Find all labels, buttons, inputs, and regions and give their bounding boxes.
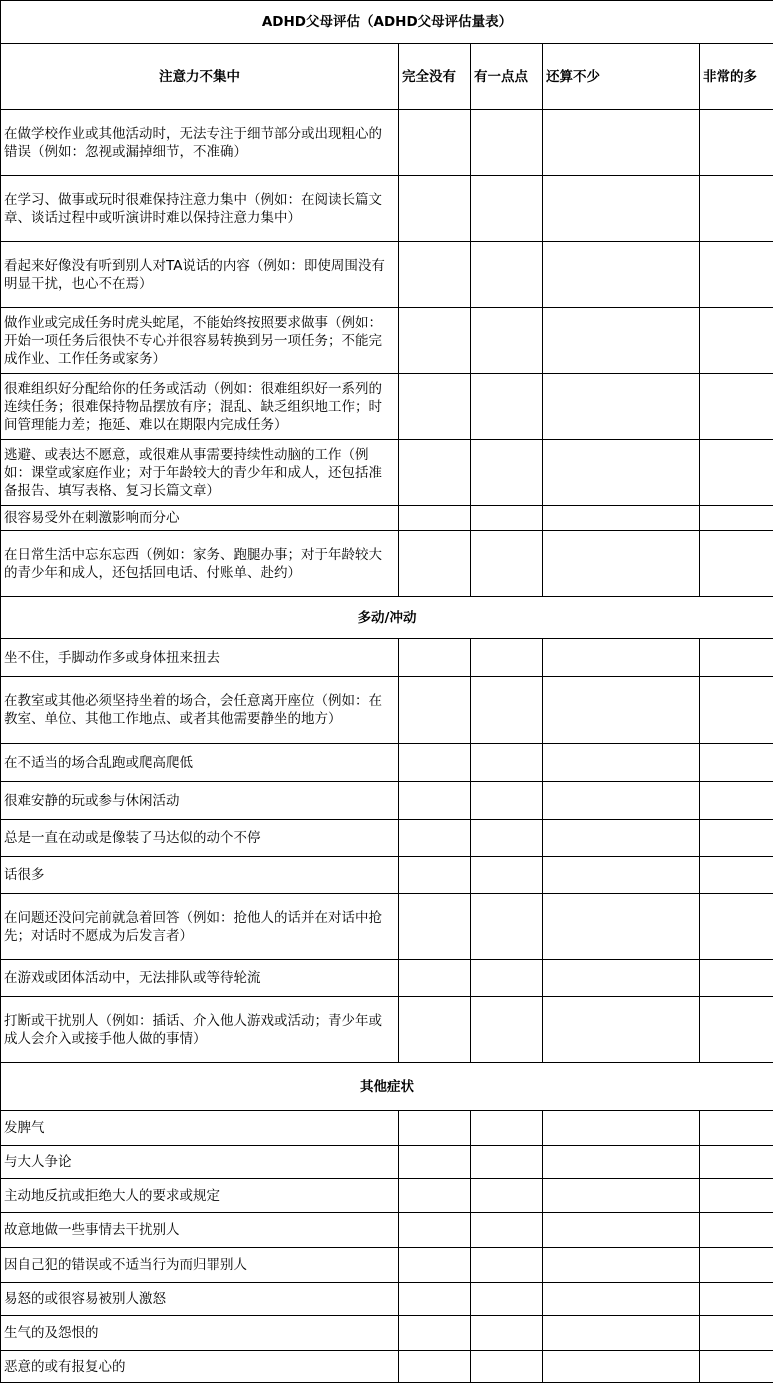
table-row [1, 1283, 773, 1316]
answer-cell-a-little[interactable] [471, 894, 543, 960]
question-text: 在不适当的场合乱跑或爬高爬低 [1, 744, 399, 782]
answer-cell-quite-a-bit[interactable] [543, 1213, 700, 1248]
answer-cell-a-little[interactable] [471, 857, 543, 894]
question-text: 看起来好像没有听到别人对TA说话的内容（例如：即使周围没有明显干扰，也心不在焉） [1, 242, 399, 308]
question-text: 发脾气 [1, 1111, 399, 1146]
answer-cell-none[interactable] [399, 677, 471, 744]
answer-cell-none[interactable] [399, 242, 471, 308]
title-row [1, 1, 773, 44]
answer-cell-very-much[interactable] [700, 997, 773, 1063]
answer-cell-quite-a-bit[interactable] [543, 997, 700, 1063]
question-text: 在问题还没问完前就急着回答（例如：抢他人的话并在对话中抢先；对话时不愿成为后发言者） [1, 894, 399, 960]
question-text: 坐不住，手脚动作多或身体扭来扭去 [1, 639, 399, 677]
table-row [1, 440, 773, 506]
question-text: 很难安静的玩或参与休闲活动 [1, 782, 399, 820]
answer-cell-very-much[interactable] [700, 1283, 773, 1316]
answer-cell-none[interactable] [399, 639, 471, 677]
answer-cell-quite-a-bit[interactable] [543, 531, 700, 597]
question-text: 话很多 [1, 857, 399, 894]
answer-cell-a-little[interactable] [471, 782, 543, 820]
answer-cell-a-little[interactable] [471, 960, 543, 997]
answer-cell-a-little[interactable] [471, 820, 543, 857]
table-row [1, 960, 773, 997]
question-text: 在游戏或团体活动中，无法排队或等待轮流 [1, 960, 399, 997]
answer-cell-quite-a-bit[interactable] [543, 374, 700, 440]
section-row [1, 597, 773, 639]
table-row [1, 242, 773, 308]
answer-cell-quite-a-bit[interactable] [543, 1316, 700, 1351]
answer-cell-a-little[interactable] [471, 639, 543, 677]
answer-cell-very-much[interactable] [700, 531, 773, 597]
table-row [1, 1351, 773, 1383]
answer-cell-quite-a-bit[interactable] [543, 1179, 700, 1213]
answer-cell-very-much[interactable] [700, 1351, 773, 1383]
answer-cell-a-little[interactable] [471, 1316, 543, 1351]
answer-cell-none[interactable] [399, 857, 471, 894]
table-row [1, 894, 773, 960]
answer-cell-very-much[interactable] [700, 894, 773, 960]
answer-cell-very-much[interactable] [700, 1213, 773, 1248]
answer-cell-quite-a-bit[interactable] [543, 1111, 700, 1146]
answer-cell-very-much[interactable] [700, 960, 773, 997]
answer-cell-quite-a-bit[interactable] [543, 242, 700, 308]
answer-cell-none[interactable] [399, 782, 471, 820]
answer-cell-quite-a-bit[interactable] [543, 857, 700, 894]
answer-cell-a-little[interactable] [471, 1351, 543, 1383]
answer-cell-none[interactable] [399, 1213, 471, 1248]
answer-cell-a-little[interactable] [471, 997, 543, 1063]
answer-cell-very-much[interactable] [700, 639, 773, 677]
question-text: 在学习、做事或玩时很难保持注意力集中（例如：在阅读长篇文章、谈话过程中或听演讲时难以保持注意力集中） [1, 176, 399, 242]
answer-cell-quite-a-bit[interactable] [543, 782, 700, 820]
answer-cell-a-little[interactable] [471, 110, 543, 176]
table-row [1, 744, 773, 782]
answer-cell-a-little[interactable] [471, 1146, 543, 1179]
table-row [1, 677, 773, 744]
answer-cell-none[interactable] [399, 308, 471, 374]
answer-cell-a-little[interactable] [471, 374, 543, 440]
answer-cell-very-much[interactable] [700, 242, 773, 308]
question-text: 在日常生活中忘东忘西（例如：家务、跑腿办事；对于年龄较大的青少年和成人，还包括回电话、付账单、赴约） [1, 531, 399, 597]
answer-cell-none[interactable] [399, 1283, 471, 1316]
section-header-hyperactivity: 多动/冲动 [1, 597, 773, 639]
answer-cell-quite-a-bit[interactable] [543, 110, 700, 176]
answer-cell-very-much[interactable] [700, 110, 773, 176]
question-text: 与大人争论 [1, 1146, 399, 1179]
question-text: 很难组织好分配给你的任务或活动（例如：很难组织好一系列的连续任务；很难保持物品摆放有序；混乱、缺乏组织地工作；时间管理能力差；拖延、难以在期限内完成任务） [1, 374, 399, 440]
answer-cell-quite-a-bit[interactable] [543, 506, 700, 531]
answer-cell-quite-a-bit[interactable] [543, 1248, 700, 1283]
section-inattention [1, 110, 773, 597]
answer-cell-very-much[interactable] [700, 782, 773, 820]
answer-cell-none[interactable] [399, 1316, 471, 1351]
question-text: 恶意的或有报复心的 [1, 1351, 399, 1383]
answer-cell-none[interactable] [399, 1351, 471, 1383]
table-row [1, 1146, 773, 1179]
table-row [1, 374, 773, 440]
answer-cell-a-little[interactable] [471, 744, 543, 782]
answer-cell-a-little[interactable] [471, 531, 543, 597]
table-row [1, 531, 773, 597]
page-title: ADHD父母评估（ADHD父母评估量表） [1, 1, 773, 44]
answer-cell-quite-a-bit[interactable] [543, 820, 700, 857]
table-row [1, 1248, 773, 1283]
table-row [1, 639, 773, 677]
table-row [1, 997, 773, 1063]
section-row [1, 1063, 773, 1111]
table-row [1, 308, 773, 374]
question-text: 易怒的或很容易被别人激怒 [1, 1283, 399, 1316]
answer-cell-none[interactable] [399, 176, 471, 242]
answer-cell-a-little[interactable] [471, 176, 543, 242]
answer-cell-quite-a-bit[interactable] [543, 744, 700, 782]
answer-cell-very-much[interactable] [700, 374, 773, 440]
column-header-none: 完全没有 [399, 44, 471, 110]
answer-cell-a-little[interactable] [471, 308, 543, 374]
answer-cell-none[interactable] [399, 1248, 471, 1283]
table-row [1, 1316, 773, 1351]
question-text: 主动地反抗或拒绝大人的要求或规定 [1, 1179, 399, 1213]
answer-cell-very-much[interactable] [700, 1111, 773, 1146]
answer-cell-none[interactable] [399, 110, 471, 176]
answer-cell-quite-a-bit[interactable] [543, 677, 700, 744]
table-row [1, 506, 773, 531]
answer-cell-none[interactable] [399, 744, 471, 782]
answer-cell-a-little[interactable] [471, 677, 543, 744]
answer-cell-very-much[interactable] [700, 308, 773, 374]
column-header-quite-a-bit: 还算不少 [543, 44, 700, 110]
answer-cell-very-much[interactable] [700, 677, 773, 744]
answer-cell-none[interactable] [399, 820, 471, 857]
question-text: 总是一直在动或是像装了马达似的动个不停 [1, 820, 399, 857]
answer-cell-very-much[interactable] [700, 440, 773, 506]
question-text: 逃避、或表达不愿意，或很难从事需要持续性动脑的工作（例如：课堂或家庭作业；对于年龄较大的青少年和成人，还包括准备报告、填写表格、复习长篇文章） [1, 440, 399, 506]
answer-cell-none[interactable] [399, 1111, 471, 1146]
section-hyperactivity [1, 639, 773, 1063]
question-text: 做作业或完成任务时虎头蛇尾，不能始终按照要求做事（例如：开始一项任务后很快不专心并很容易转换到另一项任务；不能完成作业、工作任务或家务） [1, 308, 399, 374]
answer-cell-very-much[interactable] [700, 176, 773, 242]
table-row [1, 857, 773, 894]
answer-cell-very-much[interactable] [700, 1179, 773, 1213]
answer-cell-very-much[interactable] [700, 1248, 773, 1283]
question-text: 很容易受外在刺激影响而分心 [1, 506, 399, 531]
table-row [1, 820, 773, 857]
answer-cell-quite-a-bit[interactable] [543, 440, 700, 506]
answer-cell-quite-a-bit[interactable] [543, 1283, 700, 1316]
answer-cell-none[interactable] [399, 531, 471, 597]
answer-cell-very-much[interactable] [700, 744, 773, 782]
answer-cell-none[interactable] [399, 1146, 471, 1179]
answer-cell-a-little[interactable] [471, 506, 543, 531]
answer-cell-quite-a-bit[interactable] [543, 960, 700, 997]
question-text: 因自己犯的错误或不适当行为而归罪别人 [1, 1248, 399, 1283]
answer-cell-a-little[interactable] [471, 1213, 543, 1248]
table-row [1, 782, 773, 820]
answer-cell-very-much[interactable] [700, 1146, 773, 1179]
answer-cell-none[interactable] [399, 506, 471, 531]
section-header-inattention: 注意力不集中 [1, 44, 399, 110]
answer-cell-quite-a-bit[interactable] [543, 176, 700, 242]
section-header-other-symptoms: 其他症状 [1, 1063, 773, 1111]
question-text: 打断或干扰别人（例如：插话、介入他人游戏或活动；青少年或成人会介入或接手他人做的事情） [1, 997, 399, 1063]
column-header-a-little: 有一点点 [471, 44, 543, 110]
question-text: 在教室或其他必须坚持坐着的场合，会任意离开座位（例如：在教室、单位、其他工作地点、或者其他需要静坐的地方） [1, 677, 399, 744]
answer-cell-a-little[interactable] [471, 1248, 543, 1283]
table-row [1, 176, 773, 242]
table-row [1, 1179, 773, 1213]
header-row [1, 44, 773, 110]
section-other-symptoms [1, 1111, 773, 1383]
answer-cell-none[interactable] [399, 997, 471, 1063]
question-text: 故意地做一些事情去干扰别人 [1, 1213, 399, 1248]
question-text: 生气的及怨恨的 [1, 1316, 399, 1351]
answer-cell-a-little[interactable] [471, 1283, 543, 1316]
answer-cell-a-little[interactable] [471, 1179, 543, 1213]
answer-cell-none[interactable] [399, 894, 471, 960]
answer-cell-very-much[interactable] [700, 1316, 773, 1351]
answer-cell-a-little[interactable] [471, 242, 543, 308]
answer-cell-quite-a-bit[interactable] [543, 1351, 700, 1383]
answer-cell-quite-a-bit[interactable] [543, 308, 700, 374]
answer-cell-none[interactable] [399, 960, 471, 997]
answer-cell-quite-a-bit[interactable] [543, 1146, 700, 1179]
answer-cell-none[interactable] [399, 374, 471, 440]
answer-cell-very-much[interactable] [700, 820, 773, 857]
answer-cell-a-little[interactable] [471, 1111, 543, 1146]
table-row [1, 110, 773, 176]
column-header-very-much: 非常的多 [700, 44, 773, 110]
answer-cell-quite-a-bit[interactable] [543, 639, 700, 677]
table-row [1, 1213, 773, 1248]
answer-cell-very-much[interactable] [700, 506, 773, 531]
answer-cell-a-little[interactable] [471, 440, 543, 506]
answer-cell-none[interactable] [399, 1179, 471, 1213]
answer-cell-very-much[interactable] [700, 857, 773, 894]
table-row [1, 1111, 773, 1146]
question-text: 在做学校作业或其他活动时，无法专注于细节部分或出现粗心的错误（例如：忽视或漏掉细节，不准确） [1, 110, 399, 176]
answer-cell-none[interactable] [399, 440, 471, 506]
answer-cell-quite-a-bit[interactable] [543, 894, 700, 960]
